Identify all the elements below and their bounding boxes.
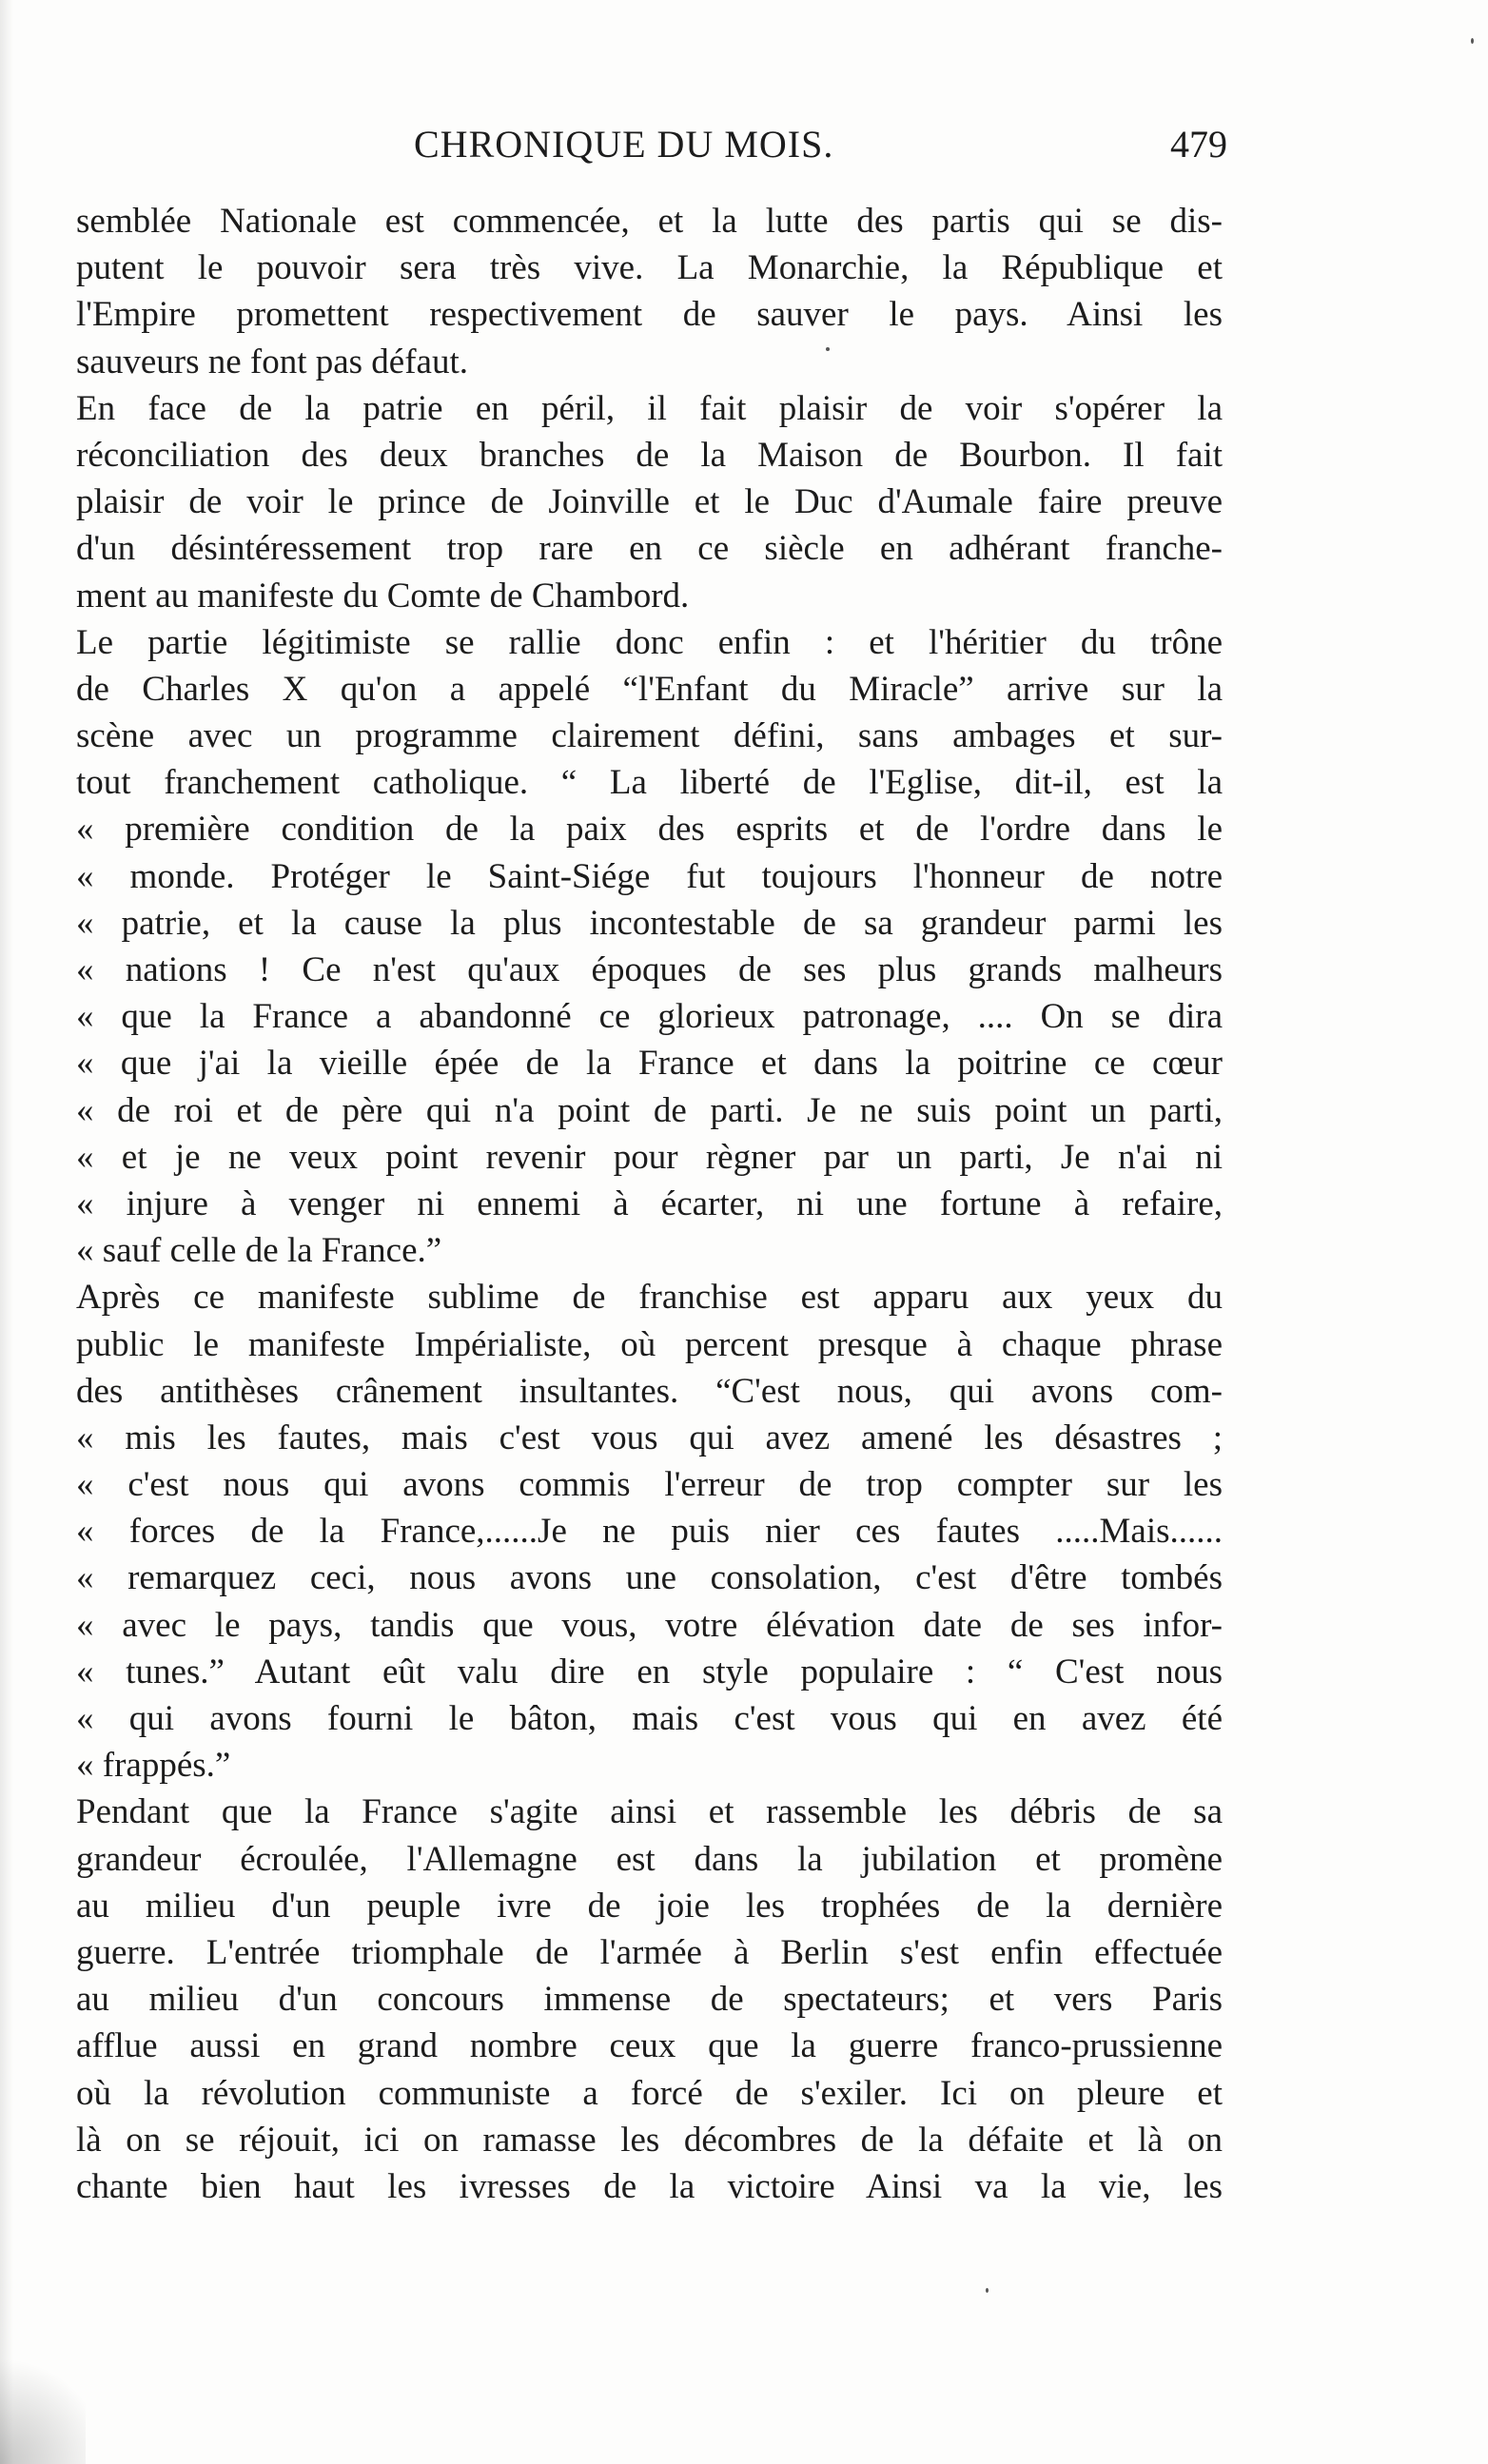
- text-line: « qui avons fourni le bâton, mais c'est vous qui en avez été: [76, 1699, 1223, 1738]
- running-title: CHRONIQUE DU MOIS.: [414, 123, 834, 166]
- text-line: « tunes.” Autant eût valu dire en style populaire : “ C'est nous: [76, 1652, 1223, 1692]
- text-line: Pendant que la France s'agite ainsi et rassemble les débris de sa: [76, 1792, 1223, 1832]
- text-line: « remarquez ceci, nous avons une consolation, c'est d'être tombés: [76, 1558, 1223, 1598]
- ink-speck: [826, 347, 830, 351]
- text-line: « mis les fautes, mais c'est vous qui avez amené les désastres ;: [76, 1418, 1223, 1457]
- text-line: En face de la patrie en péril, il fait plaisir de voir s'opérer la: [76, 388, 1223, 428]
- text-line: de Charles X qu'on a appelé “l'Enfant du Miracle” arrive sur la: [76, 669, 1223, 709]
- page-header: [76, 122, 1227, 169]
- text-line: « que j'ai la vieille épée de la France et dans la poitrine ce cœur: [76, 1044, 1223, 1084]
- text-line: « patrie, et la cause la plus incontestable de sa grandeur parmi les: [76, 903, 1223, 943]
- text-line: putent le pouvoir sera très vive. La Monarchie, la République et: [76, 248, 1223, 288]
- text-line: « sauf celle de la France.”: [76, 1231, 442, 1271]
- text-line: public le manifeste Impérialiste, où percent presque à chaque phrase: [76, 1324, 1223, 1364]
- text-line: « et je ne veux point revenir pour règner par un parti, Je n'ai ni: [76, 1137, 1223, 1177]
- text-line: réconciliation des deux branches de la Maison de Bourbon. Il fait: [76, 435, 1223, 475]
- text-line: guerre. L'entrée triomphale de l'armée à Berlin s'est enfin effectuée: [76, 1932, 1223, 1972]
- text-line: plaisir de voir le prince de Joinville et le Duc d'Aumale faire preuve: [76, 482, 1223, 522]
- text-line: « monde. Protéger le Saint-Siége fut toujours l'honneur de notre: [76, 856, 1223, 896]
- text-line: ment au manifeste du Comte de Chambord.: [76, 576, 690, 616]
- text-line: « nations ! Ce n'est qu'aux époques de ses plus grands malheurs: [76, 950, 1223, 989]
- text-line: des antithèses crânement insultantes. “C'est nous, qui avons com-: [76, 1371, 1223, 1411]
- text-line: « première condition de la paix des esprits et de l'ordre dans le: [76, 810, 1223, 850]
- ink-speck: [1471, 38, 1474, 44]
- ink-speck: [986, 2288, 989, 2293]
- text-line: où la révolution communiste a forcé de s'exiler. Ici on pleure et: [76, 2073, 1223, 2113]
- text-line: au milieu d'un peuple ivre de joie les trophées de la dernière: [76, 1886, 1223, 1926]
- text-line: « c'est nous qui avons commis l'erreur de trop compter sur les: [76, 1465, 1223, 1505]
- text-line: semblée Nationale est commencée, et la lutte des partis qui se dis-: [76, 202, 1223, 241]
- text-line: au milieu d'un concours immense de spectateurs; et vers Paris: [76, 1980, 1223, 2020]
- text-line: « injure à venger ni ennemi à écarter, ni une fortune à refaire,: [76, 1183, 1223, 1223]
- text-line: « avec le pays, tandis que vous, votre élévation date de ses infor-: [76, 1605, 1223, 1645]
- text-line: Le partie légitimiste se rallie donc enfin : et l'héritier du trône: [76, 622, 1223, 662]
- text-line: chante bien haut les ivresses de la victoire Ainsi va la vie, les: [76, 2166, 1223, 2206]
- text-line: l'Empire promettent respectivement de sauver le pays. Ainsi les: [76, 295, 1223, 335]
- text-line: grandeur écroulée, l'Allemagne est dans la jubilation et promène: [76, 1839, 1223, 1879]
- body-text: [76, 198, 1223, 2210]
- text-line: Après ce manifeste sublime de franchise est apparu aux yeux du: [76, 1278, 1223, 1318]
- page-corner-smudge: [0, 2340, 86, 2464]
- text-line: « frappés.”: [76, 1746, 231, 1786]
- text-line: sauveurs ne font pas défaut.: [76, 342, 469, 381]
- text-line: « de roi et de père qui n'a point de parti. Je ne suis point un parti,: [76, 1090, 1223, 1130]
- text-line: « que la France a abandonné ce glorieux patronage, .... On se dira: [76, 997, 1223, 1037]
- text-line: afflue aussi en grand nombre ceux que la guerre franco-prussienne: [76, 2026, 1223, 2066]
- text-line: là on se réjouit, ici on ramasse les décombres de la défaite et là on: [76, 2120, 1223, 2160]
- text-line: d'un désintéressement trop rare en ce siècle en adhérant franche-: [76, 529, 1223, 569]
- page-edge-shadow: [0, 0, 13, 2464]
- text-line: tout franchement catholique. “ La liberté de l'Eglise, dit-il, est la: [76, 763, 1223, 803]
- text-line: scène avec un programme clairement défini, sans ambages et sur-: [76, 716, 1223, 756]
- text-line: « forces de la France,......Je ne puis nier ces fautes .....Mais......: [76, 1512, 1223, 1552]
- page-number: 479: [1170, 123, 1227, 166]
